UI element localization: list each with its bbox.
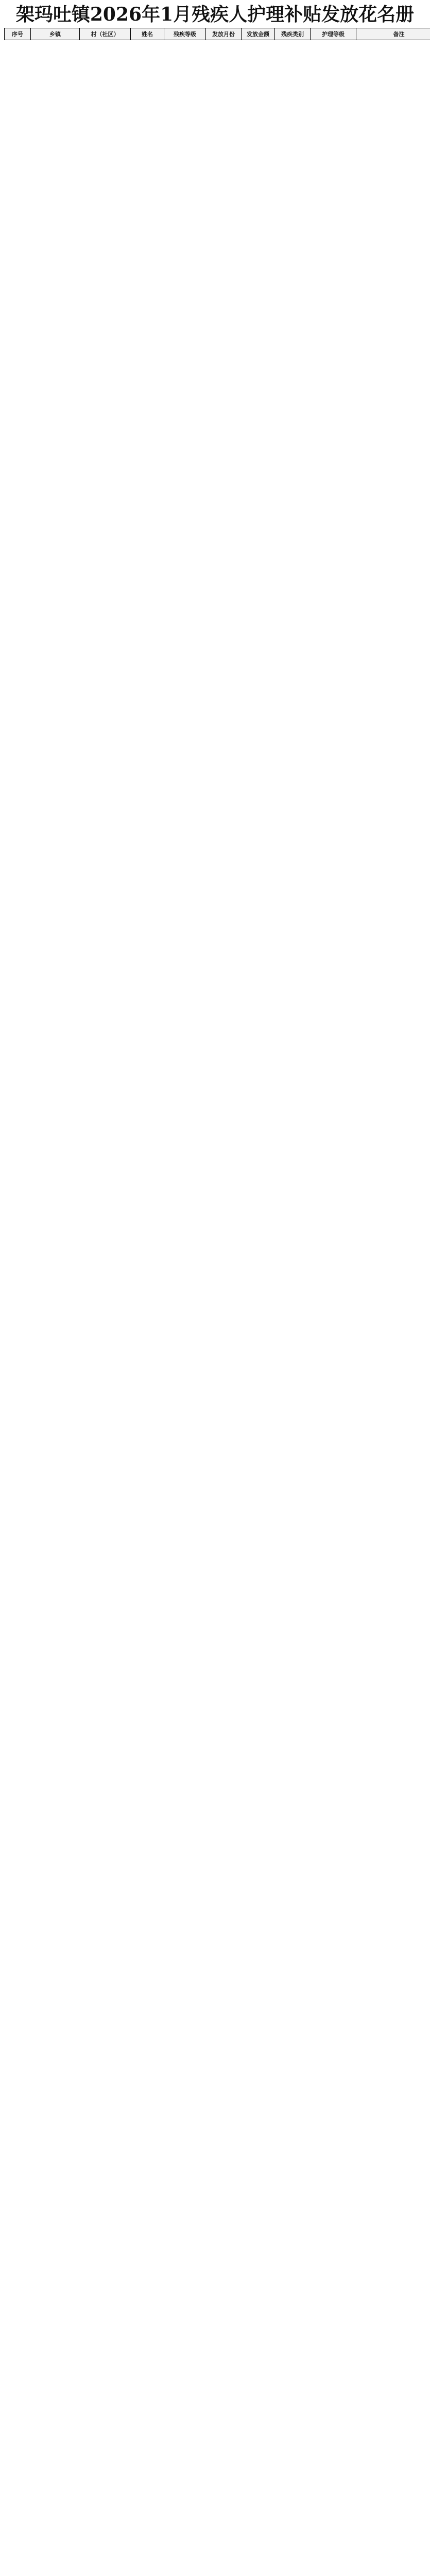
column-header: 残疾类别 <box>275 28 311 40</box>
column-header: 残疾等级 <box>164 28 206 40</box>
column-header: 姓名 <box>131 28 164 40</box>
column-header: 序号 <box>5 28 31 40</box>
roster-table <box>4 28 430 40</box>
column-header: 乡镇 <box>31 28 80 40</box>
document-title: 架玛吐镇2026年1月残疾人护理补贴发放花名册 <box>15 4 415 25</box>
column-header: 村（社区） <box>80 28 131 40</box>
column-header: 备注 <box>356 28 430 40</box>
column-header: 发放金额 <box>242 28 275 40</box>
table-header-row <box>5 28 430 40</box>
column-header: 护理等级 <box>311 28 356 40</box>
column-header: 发放月份 <box>206 28 242 40</box>
